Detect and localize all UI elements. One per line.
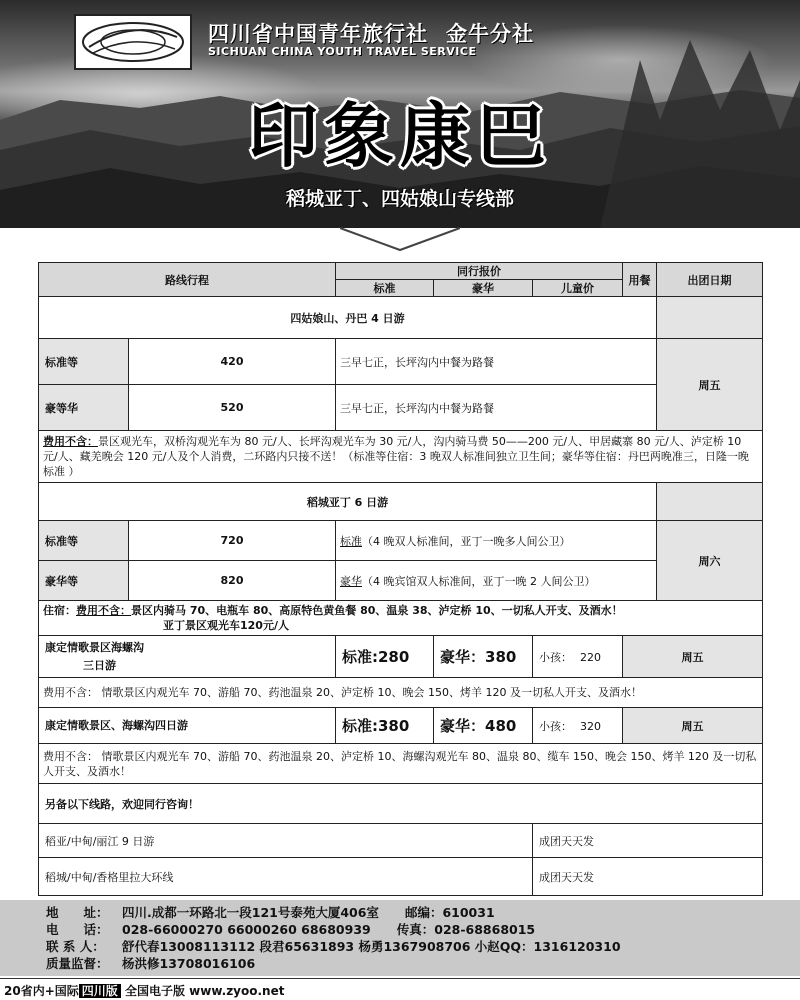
route-title xyxy=(39,636,336,678)
contact-value: 舒代春13008113112 段君65631893 杨勇1367908706 小赵QQ：1316120310 xyxy=(122,939,621,954)
header-departure: 出团日期 xyxy=(657,263,763,297)
extra-route: 稻亚/中甸/丽江 9 日游 xyxy=(39,824,533,858)
address-value: 四川.成都一环路北一段121号泰苑大厦406室 xyxy=(122,905,379,920)
tier-name: 标准等 xyxy=(39,339,129,385)
contact-row xyxy=(46,938,800,955)
extra-route: 稻城/中甸/香格里拉大环线 xyxy=(39,858,533,896)
travel-agency-logo-icon xyxy=(74,14,192,70)
price-label: 小孩： xyxy=(539,719,572,733)
table-row xyxy=(39,708,763,744)
departure-day: 周六 xyxy=(657,521,763,601)
header-banner xyxy=(0,0,800,228)
route-note: 费用不含： 情歌景区内观光车 70、游船 70、药池温泉 20、泸定桥 10、海螺沟观光车 80、温泉 80、缆车 150、晚会 150、烤羊 120 及一切私人开支、及酒水！ xyxy=(39,744,763,784)
note-prefix: 住宿： xyxy=(43,604,76,617)
tier-name: 标准等 xyxy=(39,521,129,561)
contact-footer xyxy=(0,900,800,976)
tier-price: 820 xyxy=(129,561,336,601)
meal-text: （4 晚双人标准间，亚丁一晚多人间公卫） xyxy=(362,534,571,548)
supervisor-value: 杨洪修13708016106 xyxy=(122,956,256,971)
contact-label: 联 系 人： xyxy=(46,939,105,954)
price-label: 小孩： xyxy=(539,650,572,664)
route-title-line1: 康定情歌景区海螺沟 xyxy=(45,640,144,654)
fax-value: 028-68868015 xyxy=(434,922,536,937)
price-label: 豪华： xyxy=(440,717,486,735)
edition-tag: 四川版 xyxy=(79,984,121,998)
table-row xyxy=(39,521,763,561)
table-row xyxy=(39,858,763,896)
supervisor-label: 质量监督： xyxy=(46,956,109,971)
note-label: 费用不含： xyxy=(76,604,131,617)
branch-name: 金牛分社 xyxy=(446,22,534,46)
departure-day: 周五 xyxy=(657,339,763,431)
tier-name: 豪华等 xyxy=(39,561,129,601)
phone-value: 028-66000270 66000260 68680939 xyxy=(122,922,371,937)
price-label: 豪华： xyxy=(440,648,486,666)
header-route: 路线行程 xyxy=(39,263,336,297)
meal-label: 豪华 xyxy=(340,574,362,588)
child-price xyxy=(533,708,623,744)
standard-price xyxy=(336,636,434,678)
meal-info xyxy=(336,561,657,601)
header-luxury: 豪华 xyxy=(434,280,533,297)
route-price-table xyxy=(38,262,763,896)
org-name-en: SICHUAN CHINA YOUTH TRAVEL SERVICE xyxy=(208,45,477,58)
tier-name: 豪等华 xyxy=(39,385,129,431)
departure-day: 周五 xyxy=(623,636,763,678)
address-row xyxy=(46,904,800,921)
supervisor-row xyxy=(46,955,800,972)
luxury-price xyxy=(434,636,533,678)
publication-bar xyxy=(0,978,800,1000)
route-note: 费用不含： 情歌景区内观光车 70、游船 70、药池温泉 20、泸定桥 10、晚会 150、烤羊 120 及一切私人开支、及酒水！ xyxy=(39,678,763,708)
child-price xyxy=(533,636,623,678)
table-row xyxy=(39,561,763,601)
route-title: 康定情歌景区、海螺沟四日游 xyxy=(39,708,336,744)
departure-day: 周五 xyxy=(623,708,763,744)
price-label: 标准: xyxy=(342,648,378,666)
route-title: 四姑娘山、丹巴 4 日游 xyxy=(39,297,657,339)
tier-price: 720 xyxy=(129,521,336,561)
empty-cell xyxy=(657,483,763,521)
price-value: 480 xyxy=(485,717,517,735)
meal-info: 三早七正，长坪沟内中餐为路餐 xyxy=(336,385,657,431)
price-value: 380 xyxy=(378,717,410,735)
tier-price: 520 xyxy=(129,385,336,431)
note-text: 景区内骑马 70、电瓶车 80、高原特色黄鱼餐 80、温泉 38、泸定桥 10、一切私人开支、及酒水！ xyxy=(131,604,623,617)
page-subtitle: 稻城亚丁、四姑娘山专线部 xyxy=(285,188,514,210)
phone-label: 电 话： xyxy=(46,922,109,937)
extra-route-info: 成团天天发 xyxy=(533,858,763,896)
empty-cell xyxy=(657,297,763,339)
note-line2: 亚丁景区观光车120元/人 xyxy=(163,619,289,632)
extra-route-info: 成团天天发 xyxy=(533,824,763,858)
route-note xyxy=(39,601,763,636)
table-row xyxy=(39,824,763,858)
table-row xyxy=(39,339,763,385)
price-value: 320 xyxy=(580,719,601,733)
header-standard: 标准 xyxy=(336,280,434,297)
org-name-cn: 四川省中国青年旅行社 金牛分社 xyxy=(208,22,534,46)
note-text: 景区观光车，双桥沟观光车为 80 元/人、长坪沟观光车为 30 元/人，沟内骑马费 50——200 元/人、甲居藏寨 80 元/人、泸定桥 10 元/人、藏羌晚会 120 元/人及个人消费，二环路内只接不送！（标准等住宿：3 晚双人标准间独立卫生间；豪华等住宿：丹巴两晚准三，日隆一晚标准 ） xyxy=(43,435,749,478)
page-title: 印象康巴 xyxy=(248,95,552,177)
route-title: 稻城亚丁 6 日游 xyxy=(39,483,657,521)
standard-price xyxy=(336,708,434,744)
route-title-line2: 三日游 xyxy=(83,658,116,672)
meal-label: 标准 xyxy=(340,534,362,548)
route-note xyxy=(39,431,763,483)
table-row xyxy=(39,385,763,431)
fax-label: 传真： xyxy=(396,922,435,937)
meal-text: （4 晚宾馆双人标准间，亚丁一晚 2 人间公卫） xyxy=(362,574,596,588)
edition-prefix: 20省内+国际 xyxy=(4,984,79,998)
table-row xyxy=(39,636,763,678)
meal-info: 三早七正，长坪沟内中餐为路餐 xyxy=(336,339,657,385)
price-value: 280 xyxy=(378,648,410,666)
price-value: 380 xyxy=(485,648,517,666)
extra-routes-title: 另备以下线路，欢迎同行咨询！ xyxy=(39,784,763,824)
price-value: 220 xyxy=(580,650,601,664)
phone-row xyxy=(46,921,800,938)
header-meal: 用餐 xyxy=(623,263,657,297)
meal-info xyxy=(336,521,657,561)
note-label: 费用不含： xyxy=(43,435,98,448)
postcode-value: 610031 xyxy=(442,905,495,920)
header-child: 儿童价 xyxy=(533,280,623,297)
tier-price: 420 xyxy=(129,339,336,385)
divider-arrow xyxy=(340,226,460,252)
header-peer-price: 同行报价 xyxy=(336,263,623,280)
price-label: 标准: xyxy=(342,717,378,735)
luxury-price xyxy=(434,708,533,744)
postcode-label: 邮编： xyxy=(404,905,443,920)
edition-suffix: 全国电子版 www.zyoo.net xyxy=(124,984,285,998)
address-label: 地 址： xyxy=(46,905,109,920)
